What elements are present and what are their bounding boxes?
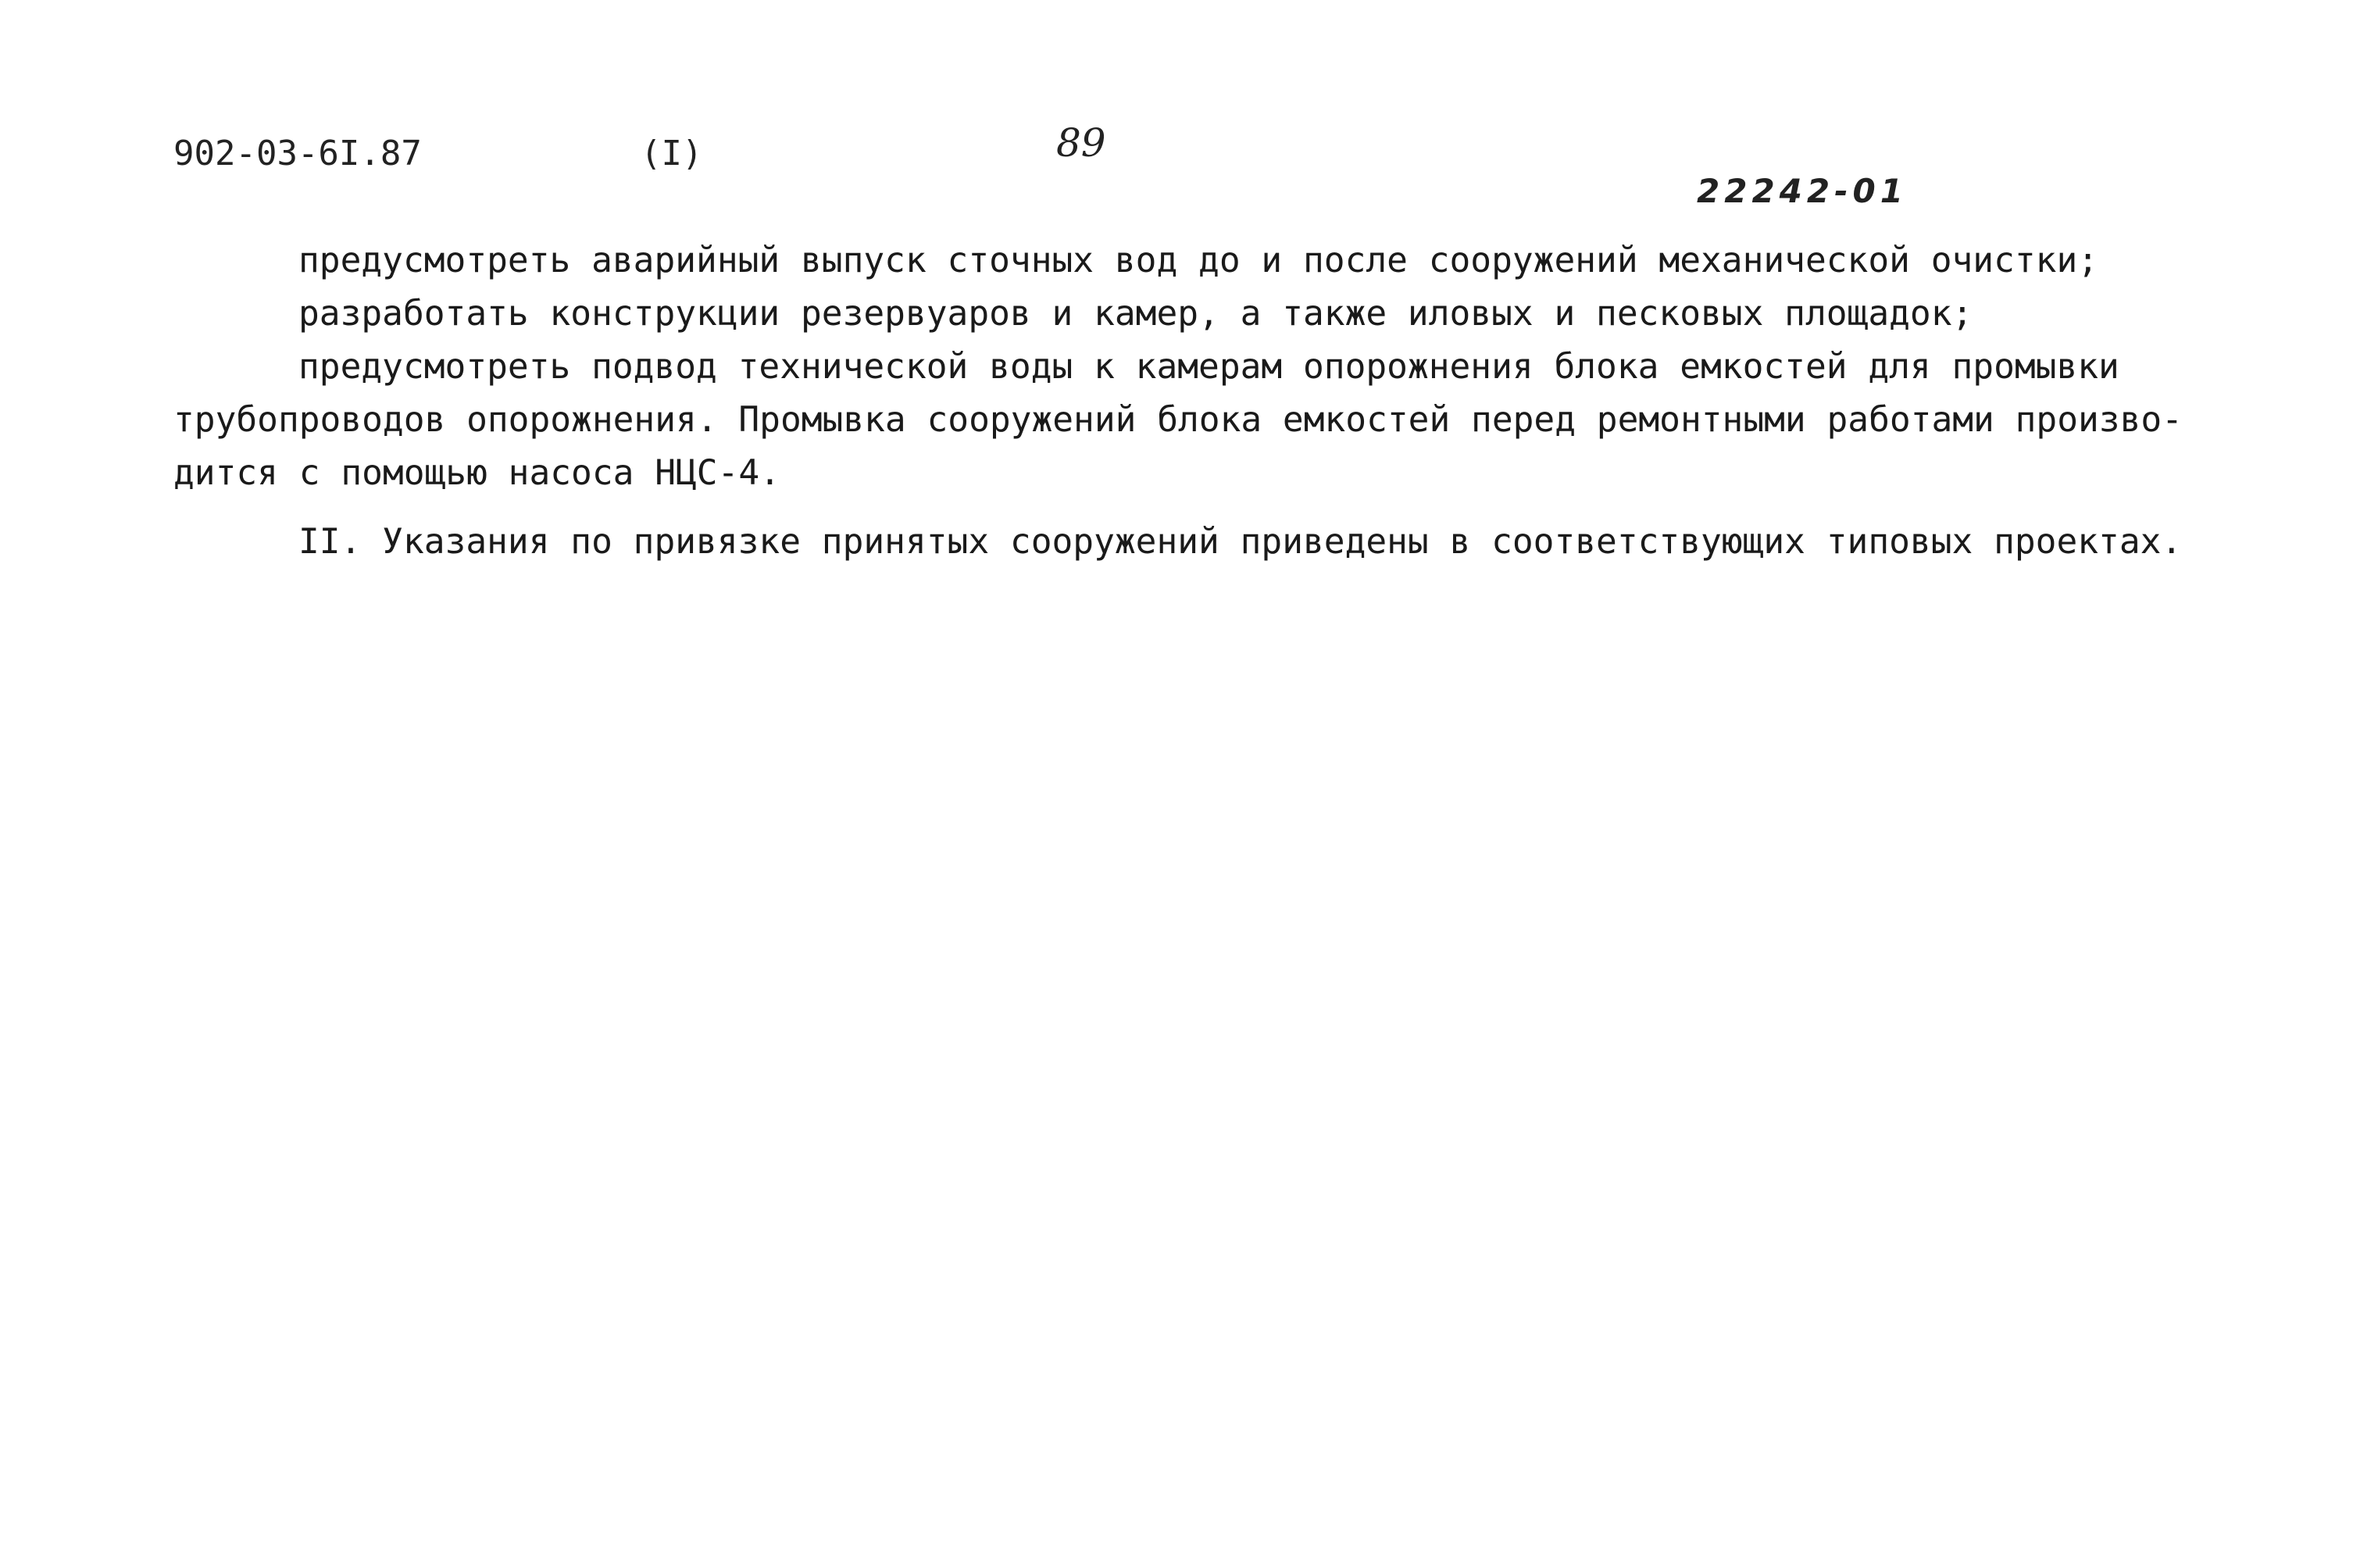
document-code: 902-03-6I.87	[173, 134, 422, 173]
text-line: разработать конструкции резервуаров и камер, а также иловых и песковых площадок;	[298, 294, 1973, 334]
inventory-number: 22242-01	[1697, 172, 1908, 210]
section-paragraph: II. Указания по привязке принятых сооружений приведены в соответствующих типовых проектах.	[298, 522, 2183, 562]
page-number: 89	[1056, 120, 1106, 166]
text-line: предусмотреть аварийный выпуск сточных вод до и после сооружений механической очистки;	[298, 241, 2099, 280]
text-line: трубопроводов опорожнения. Промывка сооружений блока емкостей перед ремонтными работами произво-	[173, 400, 2183, 440]
text-line: дится с помощью насоса НЦС-4.	[173, 453, 780, 493]
sheet-mark: (I)	[641, 134, 703, 173]
text-line: предусмотреть подвод технической воды к камерам опорожнения блока емкостей для промывки	[298, 347, 2119, 387]
